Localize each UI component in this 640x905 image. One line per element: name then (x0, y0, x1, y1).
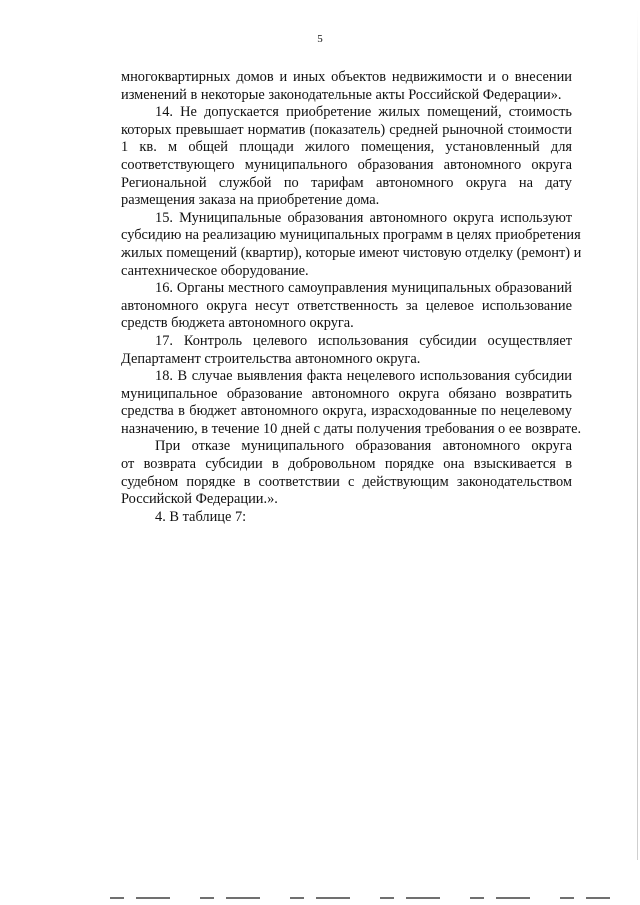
text-line: субсидию на реализацию муниципальных программ в целях приобретения (121, 227, 581, 244)
text-line: которых превышает норматив (показатель) средней рыночной стоимости (121, 121, 572, 138)
text-line: 1 кв. м общей площади жилого помещения, установленный для (121, 139, 572, 156)
text-line: жилых помещений (квартир), которые имеют чистовую отделку (ремонт) и (121, 244, 582, 261)
text-line: 15. Муниципальные образования автономного округа используют (155, 209, 572, 226)
text-line: 4. В таблице 7: (155, 508, 247, 525)
text-line: средств бюджета автономного округа. (121, 315, 354, 332)
text-line: сантехническое оборудование. (121, 262, 309, 279)
text-line: При отказе муниципального образования автономного округа (155, 438, 572, 455)
paragraph-item-16 (87, 280, 572, 333)
text-line: от возврата субсидии в добровольном порядке она взыскивается в (121, 456, 572, 473)
paragraph-item-14 (87, 104, 572, 210)
text-line: соответствующего муниципального образования автономного округа (121, 156, 572, 173)
text-line: изменений в некоторые законодательные акты Российской Федерации». (121, 86, 562, 103)
text-line: размещения заказа на приобретение дома. (121, 192, 380, 209)
text-line: назначению, в течение 10 дней с даты получения требования о ее возврате. (121, 420, 582, 437)
paragraph-item-15 (87, 209, 582, 280)
text-line: 17. Контроль целевого использования субсидии осуществляет (155, 332, 572, 349)
scan-bottom-artifact (110, 897, 610, 899)
text-line: 18. В случае выявления факта нецелевого использования субсидии (155, 368, 572, 385)
paragraph-item-18 (87, 368, 582, 438)
text-line: средства в бюджет автономного округа, израсходованные по нецелевому (121, 403, 572, 420)
page-number: 5 (317, 33, 323, 45)
paragraph-refusal (87, 438, 572, 508)
text-line: Региональной службой по тарифам автономного округа на дату (121, 174, 572, 191)
text-line: 16. Органы местного самоуправления муниципальных образований (155, 280, 572, 297)
document-body (87, 69, 582, 526)
text-line: Департамент строительства автономного округа. (121, 350, 421, 367)
paragraph-table-7 (87, 509, 572, 527)
text-line: автономного округа несут ответственность за целевое использование (121, 297, 572, 314)
text-line: 14. Не допускается приобретение жилых помещений, стоимость (155, 104, 572, 121)
paragraph-item-17 (87, 333, 572, 368)
scan-edge-shadow (637, 10, 638, 860)
text-line: судебном порядке в соответствии с действующим законодательством (121, 473, 572, 490)
paragraph-continuation (87, 69, 572, 104)
text-line: муниципальное образование автономного округа обязано возвратить (121, 385, 572, 402)
text-line: многоквартирных домов и иных объектов недвижимости и о внесении (121, 69, 572, 85)
text-line: Российской Федерации.». (121, 491, 278, 508)
